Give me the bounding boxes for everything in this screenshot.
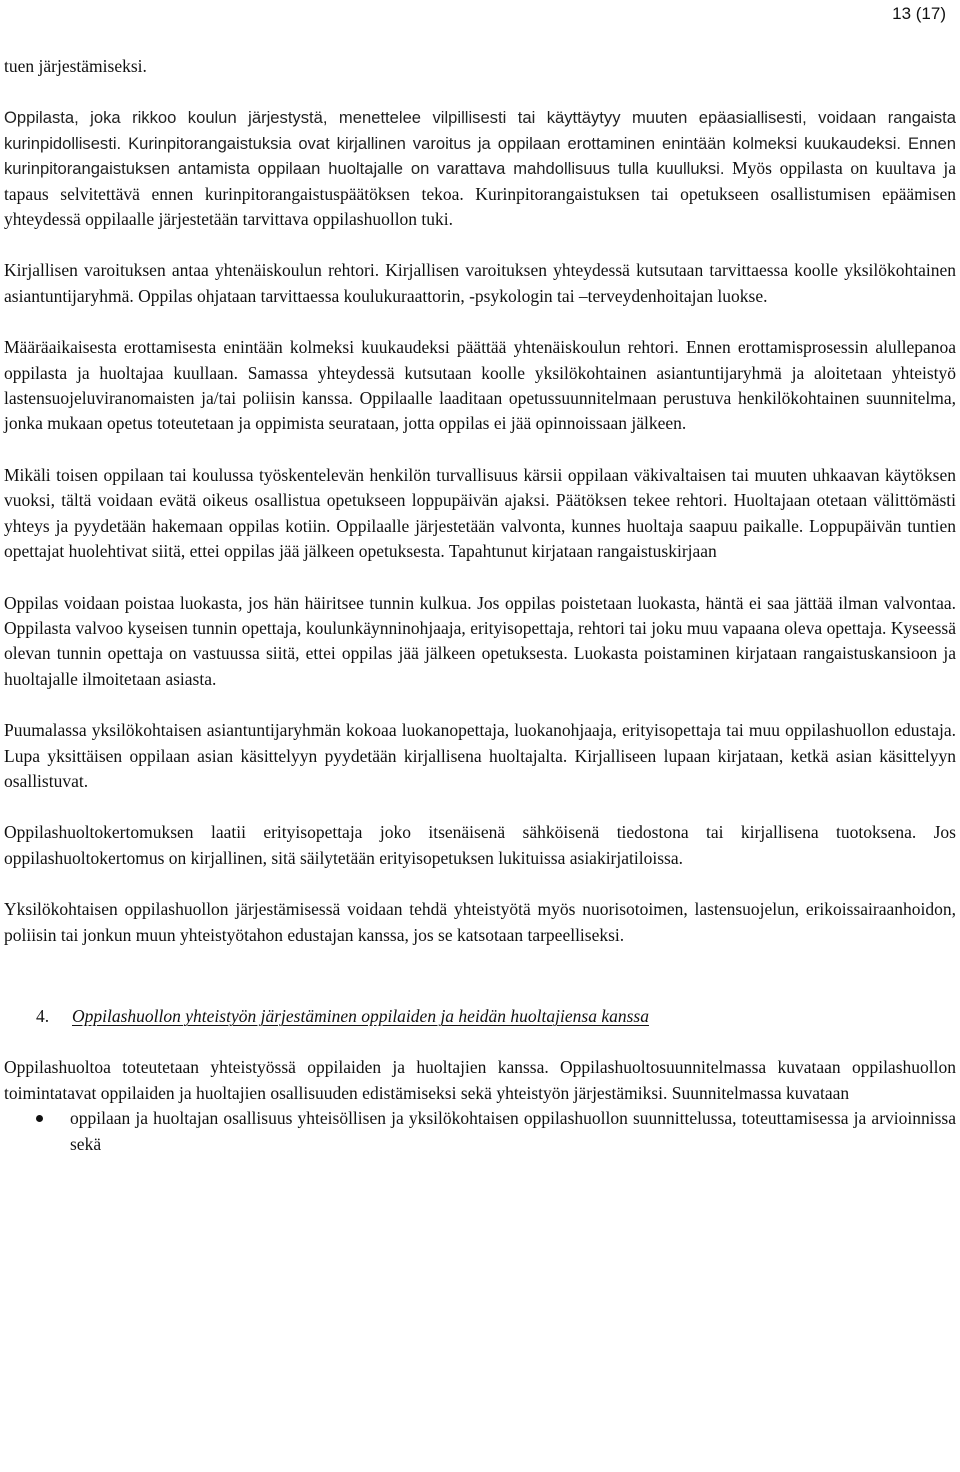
paragraph-cooperation: Yksilökohtaisen oppilashuollon järjestämisessä voidaan tehdä yhteistyötä myös nuorisotoimen, lastensuojelun, erikoissairaanhoidon, poliisin tai jonkun muun yhteistyötahon edustajan kanssa, jos se katsotaan tarpeelliseksi. <box>4 899 956 945</box>
bullet-list <box>4 1106 956 1157</box>
paragraph-suspension: Määräaikaisesta erottamisesta enintään kolmeksi kuukaudeksi päättää yhtenäiskoulun rehtori. Ennen erottamisprosessin alullepanoa oppilasta ja huoltajaa kuullaan. Samassa yhteydessä kutsutaan koolle yksilökohtainen asiantuntijaryhmä ja aloitetaan yhteistyö lastensuojeluviranomaisten ja/tai poliisin kanssa. Oppilaalle laaditaan opetussuunnitelmaan perustuva henkilökohtainen suunnitelma, jonka mukaan opetus toteutetaan ja oppimista seurataan, jotta oppilas ei jää opinnoissaan jälkeen. <box>4 337 956 434</box>
paragraph-classroom-removal: Oppilas voidaan poistaa luokasta, jos hän häiritsee tunnin kulkua. Jos oppilas poistetaan luokasta, häntä ei saa jättää ilman valvontaa. Oppilasta valvoo kyseisen tunnin opettaja, koulunkäynninohjaaja, erityisopettaja, rehtori tai joku muu vapaana oleva opettaja. Kyseessä olevan tunnin opettaja on vastuussa siitä, ettei oppilas jää jälkeen opetuksesta. Luokasta poistaminen kirjataan rangaistuskansioon ja huoltajalle ilmoitetaan asiasta. <box>4 592 956 689</box>
paragraph-report: Oppilashuoltokertomuksen laatii erityisopettaja joko itsenäisenä sähköisenä tiedostona tai kirjallisena tuotoksena. Jos oppilashuoltokertomus on kirjallinen, sitä säilytetään erityisopetuksen lukituissa asiakirjatiloissa. <box>4 822 956 868</box>
paragraph-discipline-sans: Oppilasta, joka rikkoo koulun järjestystä, menettelee vilpillisesti tai käyttäytyy muuten epäasiallisesti, voidaan rangaista kurinpidollisesti. Kurinpitorangaistuksia ovat kirjallinen varoitus ja oppilaan erottaminen enintään kolmeksi kuukaudeksi. Ennen kurinpitorangaistuksen antamista oppilaan huoltajalle on varattava mahdollisuus tulla kuulluksi. <box>4 108 956 179</box>
bullet-icon <box>36 1115 43 1122</box>
list-item-text: oppilaan ja huoltajan osallisuus yhteisöllisen ja yksilökohtaisen oppilashuollon suunnittelussa, toteuttamisessa ja arvioinnissa sekä <box>70 1108 956 1154</box>
list-item <box>4 1106 956 1157</box>
paragraph-expert-group: Puumalassa yksilökohtaisen asiantuntijaryhmän kokoaa luokanopettaja, luokanohjaaja, erityisopettaja tai muu oppilashuollon edustaja. Lupa yksittäisen oppilaan asian käsittelyyn pyydetään kirjallisena huoltajalta. Kirjalliseen lupaan kirjataan, ketkä asian käsittelyyn osallistuvat. <box>4 720 956 791</box>
section-heading <box>4 1004 956 1029</box>
paragraph-intro: tuen järjestämiseksi. <box>4 56 147 76</box>
paragraph-discipline-serif: Myös oppilasta on kuultava ja tapaus selvitettävä ennen kurinpitorangaistuspäätöksen tekoa. Kurinpitorangaistuksen tai opetukseen osallistumisen epäämisen yhteydessä oppilaalle järjestetään tarvittava oppilashuollon tuki. <box>4 158 956 230</box>
paragraph-student-collaboration: Oppilashuoltoa toteutetaan yhteistyössä oppilaiden ja huoltajien kanssa. Oppilashuoltosuunnitelmassa kuvataan oppilashuollon toimintatavat oppilaiden ja huoltajien osallisuuden edistämiseksi sekä yhteistyön järjestämiksi. Suunnitelmassa kuvataan <box>4 1057 956 1103</box>
paragraph-safety: Mikäli toisen oppilaan tai koulussa työskentelevän henkilön turvallisuus kärsii oppilaan väkivaltaisen tai muuten uhkaavan käytöksen vuoksi, tältä voidaan evätä oikeus osallistua opetukseen loppupäivän ajaksi. Päätöksen tekee rehtori. Huoltajaan otetaan välittömästi yhteys ja pyydetään hakemaan oppilas kotiin. Oppilaalle järjestetään valvonta, kunnes huoltaja saapuu paikalle. Loppupäivän tuntien opettajat huolehtivat siitä, ettei oppilas jää jälkeen opetuksesta. Tapahtunut kirjataan rangaistuskirjaan <box>4 464 956 562</box>
page-number: 13 (17) <box>892 4 946 23</box>
paragraph-written-warning: Kirjallisen varoituksen antaa yhtenäiskoulun rehtori. Kirjallisen varoituksen yhteydessä kutsutaan tarvittaessa koolle yksilökohtainen asiantuntijaryhmä. Oppilas ohjataan tarvittaessa koulukuraattorin, -psykologin tai –terveydenhoitajan luokse. <box>4 260 956 306</box>
paragraph-discipline <box>4 105 956 232</box>
document-body <box>4 54 956 1157</box>
section-title: Oppilashuollon yhteistyön järjestäminen oppilaiden ja heidän huoltajiensa kanssa <box>72 1005 649 1026</box>
section-number: 4. <box>36 1005 50 1026</box>
